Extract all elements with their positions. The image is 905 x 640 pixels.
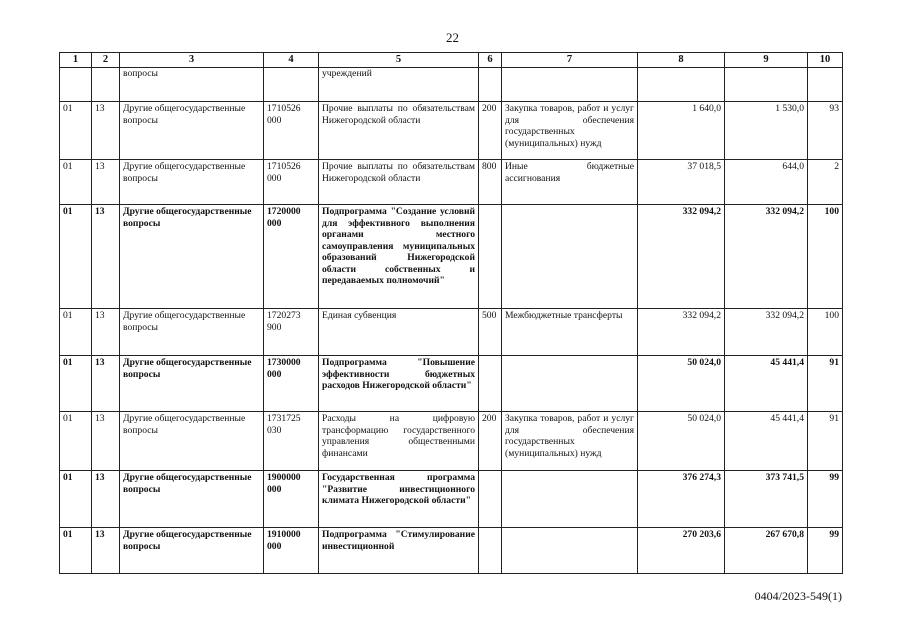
table-row — [60, 412, 843, 471]
cell-percent: 99 — [808, 528, 843, 574]
cell-percent: 2 — [808, 160, 843, 205]
cell-executed: 644,0 — [725, 160, 808, 205]
cell-executed: 45 441,4 — [725, 356, 808, 412]
cell-subsection: 13 — [92, 471, 120, 528]
cell-executed: 45 441,4 — [725, 412, 808, 471]
table-row — [60, 102, 843, 160]
cell-target-name: Прочие выплаты по обязательствам Нижегородской области — [319, 102, 479, 160]
cell-target-name: Прочие выплаты по обязательствам Нижегородской области — [319, 160, 479, 205]
table-row — [60, 356, 843, 412]
cell-target-name: Подпрограмма "Создание условий для эффективного выполнения органами местного самоуправления муниципальных образований Нижегородской области собственных и передаваемых полномочий" — [319, 205, 479, 309]
cell-section: 01 — [60, 412, 92, 471]
cell-planned: 50 024,0 — [638, 356, 725, 412]
cell-section-name: Другие общегосударственные вопросы — [120, 412, 264, 471]
cell-section: 01 — [60, 160, 92, 205]
cell-target-name: Расходы на цифровую трансформацию государственного управления общественными финансами — [319, 412, 479, 471]
cell-planned: 270 203,6 — [638, 528, 725, 574]
cell-expense-type-name: Закупка товаров, работ и услуг для обеспечения государственных (муниципальных) нужд — [502, 412, 638, 471]
cell-expense-type — [479, 68, 502, 102]
header-cell-8: 8 — [638, 53, 725, 68]
cell-percent: 93 — [808, 102, 843, 160]
cell-percent — [808, 68, 843, 102]
document-code: 0404/2023-549(1) — [754, 589, 842, 603]
cell-target-code: 1730000 000 — [264, 356, 319, 412]
cell-expense-type: 200 — [479, 412, 502, 471]
cell-executed: 332 094,2 — [725, 309, 808, 356]
header-cell-2: 2 — [92, 53, 120, 68]
cell-target-code — [264, 68, 319, 102]
cell-expense-type-name — [502, 68, 638, 102]
header-cell-3: 3 — [120, 53, 264, 68]
cell-target-code: 1900000 000 — [264, 471, 319, 528]
cell-section: 01 — [60, 102, 92, 160]
cell-expense-type — [479, 356, 502, 412]
header-cell-4: 4 — [264, 53, 319, 68]
cell-section — [60, 68, 92, 102]
cell-section: 01 — [60, 309, 92, 356]
cell-subsection: 13 — [92, 205, 120, 309]
table-row — [60, 68, 843, 102]
cell-subsection: 13 — [92, 309, 120, 356]
header-cell-9: 9 — [725, 53, 808, 68]
table-row — [60, 528, 843, 574]
cell-subsection: 13 — [92, 356, 120, 412]
header-cell-5: 5 — [319, 53, 479, 68]
header-cell-10: 10 — [808, 53, 843, 68]
cell-section: 01 — [60, 471, 92, 528]
cell-target-code: 1710526 000 — [264, 160, 319, 205]
header-cell-6: 6 — [479, 53, 502, 68]
cell-expense-type: 200 — [479, 102, 502, 160]
budget-table — [59, 52, 843, 574]
cell-expense-type-name: Иные бюджетные ассигнования — [502, 160, 638, 205]
cell-executed: 332 094,2 — [725, 205, 808, 309]
cell-expense-type-name: Закупка товаров, работ и услуг для обеспечения государственных (муниципальных) нужд — [502, 102, 638, 160]
cell-target-code: 1910000 000 — [264, 528, 319, 574]
cell-section-name: вопросы — [120, 68, 264, 102]
cell-target-name: Единая субвенция — [319, 309, 479, 356]
cell-target-name: учреждений — [319, 68, 479, 102]
cell-target-code: 1720273 900 — [264, 309, 319, 356]
cell-planned: 1 640,0 — [638, 102, 725, 160]
cell-percent: 91 — [808, 356, 843, 412]
cell-expense-type — [479, 528, 502, 574]
cell-percent: 100 — [808, 205, 843, 309]
cell-subsection: 13 — [92, 102, 120, 160]
cell-expense-type: 800 — [479, 160, 502, 205]
cell-expense-type — [479, 471, 502, 528]
cell-section-name: Другие общегосударственные вопросы — [120, 528, 264, 574]
cell-executed — [725, 68, 808, 102]
cell-planned: 37 018,5 — [638, 160, 725, 205]
cell-executed: 373 741,5 — [725, 471, 808, 528]
cell-percent: 91 — [808, 412, 843, 471]
table-row — [60, 471, 843, 528]
cell-expense-type-name — [502, 471, 638, 528]
cell-percent: 99 — [808, 471, 843, 528]
cell-subsection: 13 — [92, 160, 120, 205]
cell-subsection: 13 — [92, 412, 120, 471]
cell-expense-type-name — [502, 528, 638, 574]
cell-expense-type: 500 — [479, 309, 502, 356]
cell-target-code: 1720000 000 — [264, 205, 319, 309]
page-number: 22 — [446, 30, 459, 45]
cell-target-name: Подпрограмма "Повышение эффективности бюджетных расходов Нижегородской области" — [319, 356, 479, 412]
cell-target-name: Подпрограмма "Стимулирование инвестиционной — [319, 528, 479, 574]
cell-target-code: 1710526 000 — [264, 102, 319, 160]
cell-section-name: Другие общегосударственные вопросы — [120, 356, 264, 412]
cell-section-name: Другие общегосударственные вопросы — [120, 102, 264, 160]
cell-planned: 332 094,2 — [638, 309, 725, 356]
cell-section: 01 — [60, 528, 92, 574]
cell-section-name: Другие общегосударственные вопросы — [120, 309, 264, 356]
cell-section: 01 — [60, 356, 92, 412]
cell-expense-type — [479, 205, 502, 309]
cell-planned: 376 274,3 — [638, 471, 725, 528]
cell-executed: 1 530,0 — [725, 102, 808, 160]
cell-target-name: Государственная программа "Развитие инвестиционного климата Нижегородской области" — [319, 471, 479, 528]
table-row — [60, 160, 843, 205]
header-cell-1: 1 — [60, 53, 92, 68]
cell-target-code: 1731725 030 — [264, 412, 319, 471]
cell-subsection: 13 — [92, 528, 120, 574]
table-row — [60, 205, 843, 309]
cell-subsection — [92, 68, 120, 102]
cell-planned: 332 094,2 — [638, 205, 725, 309]
table-row — [60, 309, 843, 356]
header-row — [60, 53, 843, 68]
cell-section-name: Другие общегосударственные вопросы — [120, 160, 264, 205]
cell-section-name: Другие общегосударственные вопросы — [120, 471, 264, 528]
cell-expense-type-name: Межбюджетные трансферты — [502, 309, 638, 356]
cell-percent: 100 — [808, 309, 843, 356]
header-cell-7: 7 — [502, 53, 638, 68]
cell-expense-type-name — [502, 356, 638, 412]
cell-section-name: Другие общегосударственные вопросы — [120, 205, 264, 309]
cell-expense-type-name — [502, 205, 638, 309]
cell-planned: 50 024,0 — [638, 412, 725, 471]
cell-planned — [638, 68, 725, 102]
cell-section: 01 — [60, 205, 92, 309]
cell-executed: 267 670,8 — [725, 528, 808, 574]
